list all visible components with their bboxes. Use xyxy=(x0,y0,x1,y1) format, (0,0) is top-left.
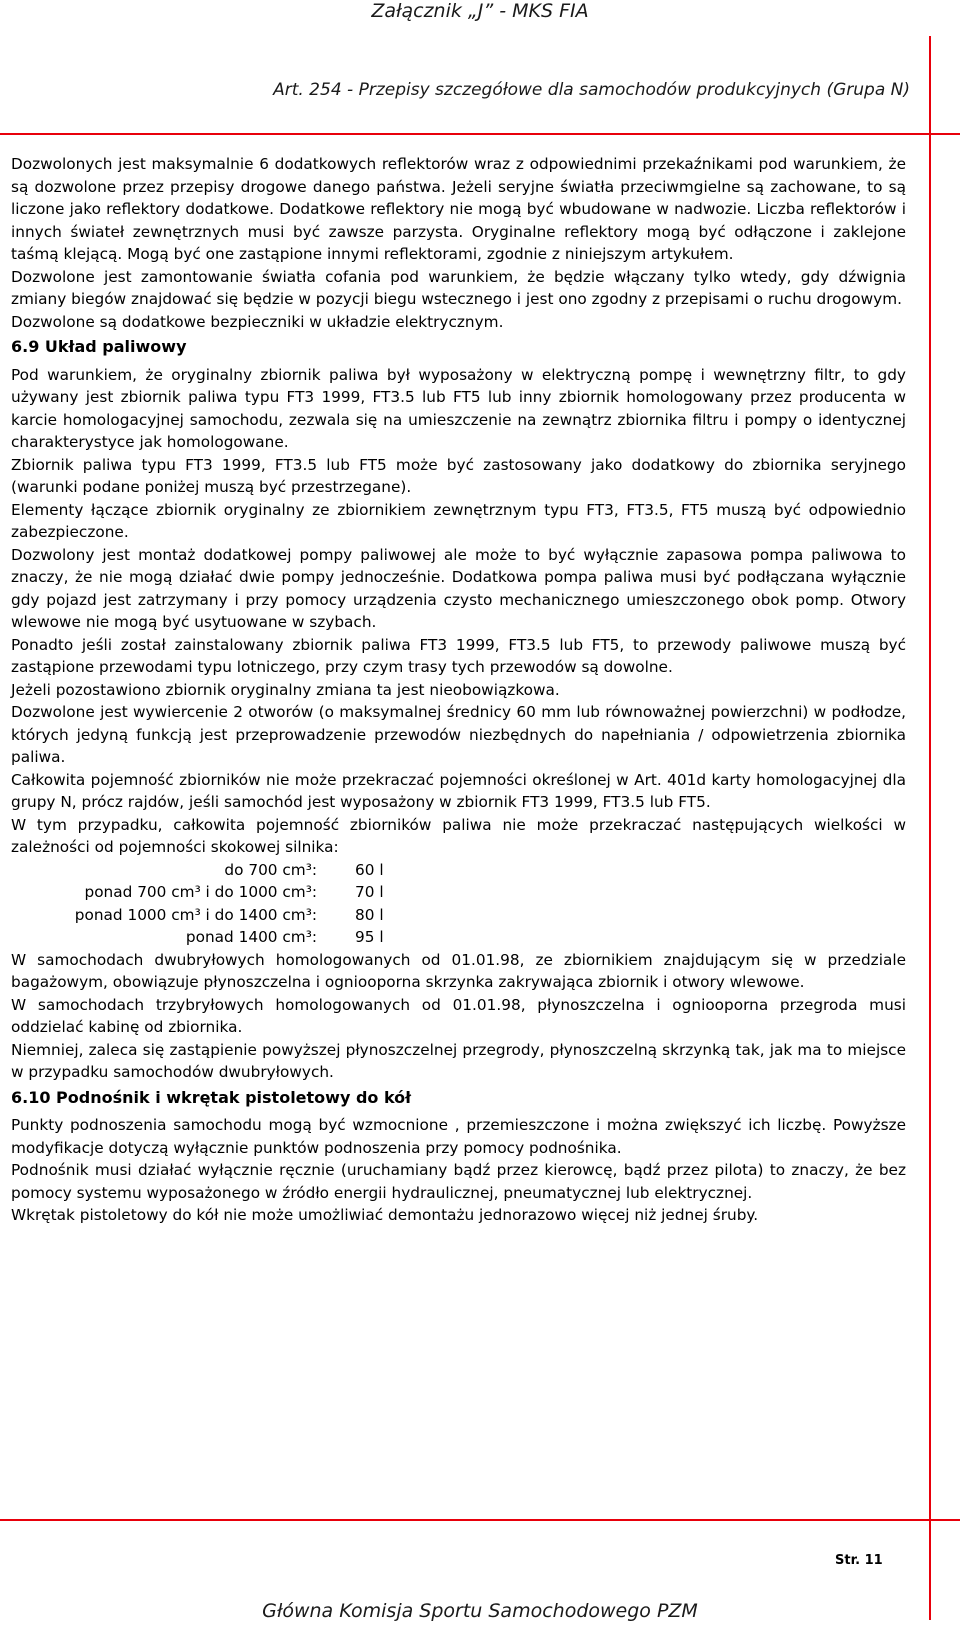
paragraph: W samochodach trzybryłowych homologowanych od 01.01.98, płynoszczelna i ogniooporna przegroda musi oddzielać kabinę od zbiornika. xyxy=(11,995,906,1036)
section-heading-6-9: 6.9 Układ paliwowy xyxy=(11,337,187,356)
paragraph: Punkty podnoszenia samochodu mogą być wzmocnione , przemieszczone i można zwiększyć ich liczbę. Powyższe modyfikacje dotyczą wyłącznie punktów podnoszenia przy pomocy podnośnika. xyxy=(11,1116,906,1157)
engine-range: ponad 700 cm³ i do 1000 cm³: xyxy=(84,883,317,901)
paragraph: Jeżeli pozostawiono zbiornik oryginalny zmiana ta jest nieobowiązkowa. xyxy=(11,680,560,699)
paragraph: Ponadto jeśli został zainstalowany zbiornik paliwa FT3 1999, FT3.5 lub FT5, to przewody paliwowe muszą być zastąpione przewodami typu lotniczego, przy czym trasy tych przewodów są dowolne. xyxy=(11,635,906,676)
paragraph: Dozwolone jest zamontowanie światła cofania pod warunkiem, że będzie włączany tylko wtedy, gdy dźwignia zmiany biegów znajdować się będzie w pozycji biegu wstecznego i jest ono zgodny z przepisami o ruchu drogowym. xyxy=(11,267,906,308)
header-annex-title: Załącznik „J” - MKS FIA xyxy=(371,0,589,22)
page-number: Str. 11 xyxy=(835,1553,883,1568)
red-vertical-rule xyxy=(929,36,931,1620)
paragraph: Niemniej, zaleca się zastąpienie powyższej płynoszczelnej przegrody, płynoszczelną skrzynką tak, jak ma to miejsce w przypadku samochodów dwubryłowych. xyxy=(11,1040,906,1081)
header-article-title: Art. 254 - Przepisy szczegółowe dla samochodów produkcyjnych (Grupa N) xyxy=(273,80,910,100)
section-heading-6-10: 6.10 Podnośnik i wkrętak pistoletowy do kół xyxy=(11,1087,412,1107)
paragraph: Zbiornik paliwa typu FT3 1999, FT3.5 lub FT5 może być zastosowany jako dodatkowy do zbiornika seryjnego (warunki podane poniżej muszą być przestrzegane). xyxy=(11,455,906,496)
tank-capacity: 60 l xyxy=(355,860,384,879)
paragraph: Podnośnik musi działać wyłącznie ręcznie (uruchamiany bądź przez kierowcę, bądź przez pilota) to znaczy, że bez pomocy systemu wyposażonego w źródło energii hydraulicznej, pneumatycznej lub elektrycznej. xyxy=(11,1161,906,1202)
paragraph: Wkrętak pistoletowy do kół nie może umożliwiać demontażu jednorazowo więcej niż jednej śruby. xyxy=(11,1206,759,1224)
paragraph: Pod warunkiem, że oryginalny zbiornik paliwa był wyposażony w elektryczną pompę i wewnętrzny filtr, to gdy używany jest zbiornik paliwa typu FT3 1999, FT3.5 lub FT5 lub inny zbiornik homologowany przez producenta w karcie homologacyjnej samochodu, zezwala się na umieszczenie na zewnątrz zbiornika filtru i pompy o identycznej charakterystyce jak homologowane. xyxy=(11,365,906,451)
tank-capacity: 80 l xyxy=(355,905,384,924)
tank-capacity: 95 l xyxy=(355,928,384,946)
table-row xyxy=(11,904,384,927)
red-footer-rule xyxy=(0,1519,960,1521)
red-header-rule xyxy=(0,133,960,135)
tank-capacity-table xyxy=(11,859,384,949)
paragraph: Dozwolonych jest maksymalnie 6 dodatkowych reflektorów wraz z odpowiednimi przekaźnikami pod warunkiem, że są dozwolone przez przepisy drogowe danego państwa. Jeżeli seryjne światła przeciwmgielne są zachowane, to są liczone jako reflektory dodatkowe. Dodatkowe reflektory nie mogą być wbudowane w nadwozie. Liczba reflektorów i innych świateł zewnętrznych musi być zawsze parzysta. Oryginalne reflektory mogą być odłączone i zaklejone taśmą klejącą. Mogą być one zastąpione innymi reflektorami, zgodnie z niniejszym artykułem. xyxy=(11,155,906,263)
engine-range: ponad 1400 cm³: xyxy=(185,928,317,946)
paragraph: W samochodach dwubryłowych homologowanych od 01.01.98, ze zbiornikiem znajdującym się w przedziale bagażowym, obowiązuje płynoszczelna i ogniooporna skrzynka zakrywająca zbiornik i otwory wlewowe. xyxy=(11,950,906,991)
document-body xyxy=(11,153,906,1227)
engine-range: do 700 cm³: xyxy=(224,860,317,879)
paragraph: Dozwolony jest montaż dodatkowej pompy paliwowej ale może to być wyłącznie zapasowa pompa paliwowa to znaczy, że nie mogą działać dwie pompy jednocześnie. Dodatkowa pompa paliwa musi być podłączana wyłącznie gdy pojazd jest zatrzymany i przy pomocy urządzenia czysto mechanicznego umieszczonego obok pomp. Otwory wlewowe nie mogą być usytuowane w szybach. xyxy=(11,545,906,631)
footer-organization: Główna Komisja Sportu Samochodowego PZM xyxy=(262,1600,698,1622)
tank-capacity: 70 l xyxy=(355,883,384,901)
paragraph: W tym przypadku, całkowita pojemność zbiorników paliwa nie może przekraczać następujących wielkości w zależności od pojemności skokowej silnika: xyxy=(11,815,906,856)
paragraph: Dozwolone są dodatkowe bezpieczniki w układzie elektrycznym. xyxy=(11,312,504,331)
table-row xyxy=(11,881,384,904)
table-row xyxy=(11,926,384,949)
table-row xyxy=(11,859,384,882)
paragraph: Elementy łączące zbiornik oryginalny ze zbiornikiem zewnętrznym typu FT3, FT3.5, FT5 muszą być odpowiednio zabezpieczone. xyxy=(11,500,906,541)
paragraph: Dozwolone jest wywiercenie 2 otworów (o maksymalnej średnicy 60 mm lub równoważnej powierzchni) w podłodze, których jedyną funkcją jest przeprowadzenie przewodów niezbędnych do napełniania / odpowietrzenia zbiornika paliwa. xyxy=(11,703,906,766)
engine-range: ponad 1000 cm³ i do 1400 cm³: xyxy=(74,905,317,924)
paragraph: Całkowita pojemność zbiorników nie może przekraczać pojemności określonej w Art. 401d karty homologacyjnej dla grupy N, prócz rajdów, jeśli samochód jest wyposażony w zbiornik FT3 1999, FT3.5 lub FT5. xyxy=(11,770,906,811)
